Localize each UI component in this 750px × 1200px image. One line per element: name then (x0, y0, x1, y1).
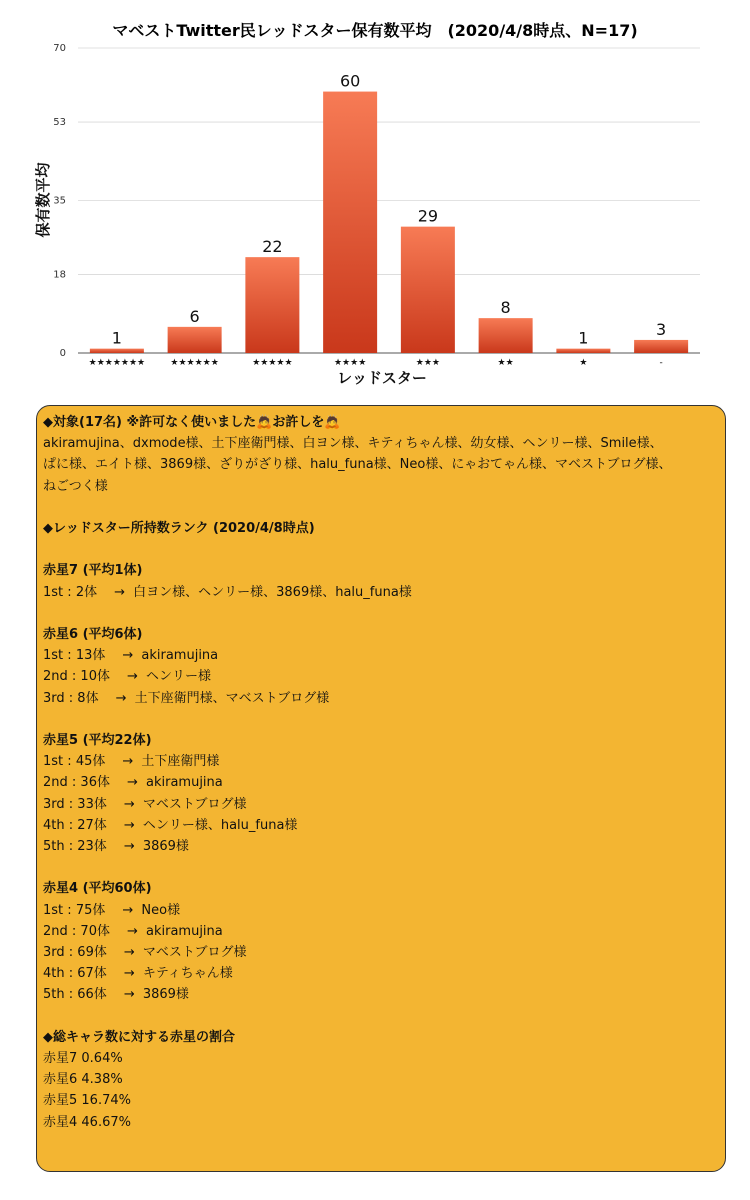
ratio-row: 赤星5 16.74% (43, 1093, 131, 1109)
ratio-row: 赤星6 4.38% (43, 1072, 123, 1088)
rank-count: 10体 (80, 669, 110, 685)
rank-group-title: 赤星6 (平均6体) (43, 626, 143, 642)
target-list-line: ねごつく様 (43, 478, 108, 494)
rank-groups (43, 539, 721, 1027)
rank-names: Neo様 (141, 902, 181, 918)
rank-names: akiramujina (146, 775, 223, 791)
rank-row: 2nd : 10体 → ヘンリー様 (43, 669, 212, 685)
x-tick-label: ★★★★★★ (170, 358, 219, 368)
rank-names: キティちゃん様 (142, 966, 233, 982)
bar (401, 227, 455, 353)
target-heading: ◆対象(17名) ※許可なく使いました🙇お許しを🙇 (43, 415, 341, 430)
rank-count: 36体 (80, 775, 110, 791)
rank-place: 3rd (43, 690, 65, 706)
bar-chart (0, 0, 750, 395)
rank-heading: ◆レッドスター所持数ランク (2020/4/8時点) (43, 521, 315, 536)
data-label: 1 (111, 328, 122, 348)
rank-names: 土下座衛門様、マベストブログ様 (134, 690, 330, 706)
rank-place: 1st (43, 902, 64, 918)
rank-place: 5th (43, 839, 65, 854)
rank-names: 土下座衛門様 (141, 754, 220, 770)
target-list-line: akiramujina、dxmode様、土下座衛門様、白ヨン様、キティちゃん様、幼女様、ヘンリー様、Smile様、 (43, 436, 663, 452)
bar (323, 92, 377, 353)
bar (168, 327, 222, 353)
rank-count: 8体 (77, 690, 99, 706)
data-label: 29 (417, 206, 439, 226)
rank-row: 1st : 45体 → 土下座衛門様 (43, 754, 220, 770)
x-tick-label: ★ (579, 358, 588, 368)
rank-place: 3rd (43, 796, 65, 812)
data-label: 3 (656, 319, 667, 339)
rank-count: 66体 (77, 987, 107, 1003)
rank-names: ヘンリー様、halu_funa様 (142, 817, 298, 833)
x-tick-label: ★★★★★★★ (88, 358, 146, 368)
rank-place: 4th (43, 817, 65, 833)
rank-count: 69体 (77, 945, 107, 960)
rank-row: 3rd : 33体 → マベストブログ様 (43, 796, 247, 812)
rank-names: マベストブログ様 (142, 796, 247, 812)
rank-row: 5th : 66体 → 3869様 (43, 987, 189, 1003)
rank-row: 1st : 75体 → Neo様 (43, 902, 181, 918)
rank-names: マベストブログ様 (142, 945, 247, 960)
rank-names: 白ヨン様、ヘンリー様、3869様、halu_funa様 (133, 584, 412, 600)
rank-count: 33体 (77, 796, 107, 812)
bar (90, 349, 144, 353)
rank-names: ヘンリー様 (146, 669, 212, 685)
rank-count: 75体 (75, 902, 106, 918)
data-label: 8 (500, 298, 511, 318)
rank-row: 1st : 13体 → akiramujina (43, 648, 219, 664)
rank-row: 2nd : 70体 → akiramujina (43, 923, 223, 939)
rank-row: 3rd : 69体 → マベストブログ様 (43, 945, 247, 960)
x-tick-label: ★★★★★ (252, 358, 293, 368)
x-tick-label: ★★★★ (333, 358, 367, 368)
ratio-heading: ◆総キャラ数に対する赤星の割合 (43, 1029, 235, 1045)
rank-group-title: 赤星7 (平均1体) (43, 563, 143, 579)
rank-names: 3869様 (142, 839, 189, 854)
rank-names: 3869様 (142, 987, 189, 1003)
rank-place: 2nd (43, 923, 68, 939)
bar (634, 340, 688, 353)
ratio-row: 赤星4 46.67% (43, 1114, 131, 1130)
y-tick-label: 53 (53, 117, 66, 129)
data-label: 22 (262, 237, 283, 257)
x-tick-label: - (659, 358, 663, 368)
chart-title: マベストTwitter民レッドスター保有数平均 (2020/4/8時点、N=17) (112, 21, 638, 40)
x-tick-label: ★★★ (415, 358, 440, 368)
rank-place: 4th (43, 966, 65, 982)
rank-place: 1st (43, 648, 64, 664)
x-tick-label: ★★ (497, 358, 514, 368)
rank-row: 2nd : 36体 → akiramujina (43, 775, 223, 791)
rank-count: 13体 (75, 648, 106, 664)
rank-count: 70体 (80, 923, 110, 939)
y-axis-label: 保有数平均 (34, 162, 52, 238)
data-label: 60 (339, 71, 361, 91)
rank-place: 3rd (43, 945, 65, 960)
target-list-line: ぱに様、エイト様、3869様、ざりがざり様、halu_funa様、Neo様、にゃおてゃん様、マベストブログ様、 (43, 457, 672, 473)
y-tick-label: 18 (53, 269, 66, 281)
data-label: 1 (578, 328, 589, 348)
rank-count: 27体 (77, 817, 107, 833)
rank-names: akiramujina (141, 648, 219, 664)
rank-group-title: 赤星4 (平均60体) (43, 881, 152, 897)
ratio-row: 赤星7 0.64% (43, 1051, 123, 1066)
y-tick-label: 35 (53, 195, 66, 207)
rank-count: 23体 (77, 839, 107, 854)
rank-row: 4th : 27体 → ヘンリー様、halu_funa様 (43, 817, 298, 833)
info-panel (36, 405, 726, 1172)
rank-count: 2体 (75, 584, 98, 600)
rank-place: 1st (43, 754, 64, 770)
data-label: 6 (189, 306, 200, 326)
bar (245, 257, 299, 353)
rank-row: 4th : 67体 → キティちゃん様 (43, 966, 233, 982)
rank-place: 2nd (43, 775, 68, 791)
rank-row: 1st : 2体 → 白ヨン様、ヘンリー様、3869様、halu_funa様 (43, 584, 412, 600)
rank-count: 45体 (75, 754, 106, 770)
rank-row: 3rd : 8体 → 土下座衛門様、マベストブログ様 (43, 690, 330, 706)
y-tick-label: 0 (59, 348, 66, 359)
rank-row: 5th : 23体 → 3869様 (43, 839, 189, 854)
bar (556, 349, 610, 353)
rank-count: 67体 (77, 966, 107, 982)
rank-place: 1st (43, 584, 64, 600)
bar (479, 318, 533, 353)
rank-place: 2nd (43, 669, 68, 685)
x-axis-label: レッドスター (337, 369, 427, 387)
rank-group-title: 赤星5 (平均22体) (43, 732, 152, 748)
y-tick-label: 70 (53, 43, 66, 54)
chart-svg (0, 0, 750, 395)
rank-place: 5th (43, 987, 65, 1003)
ratio-list (43, 1048, 721, 1133)
rank-names: akiramujina (146, 923, 223, 939)
